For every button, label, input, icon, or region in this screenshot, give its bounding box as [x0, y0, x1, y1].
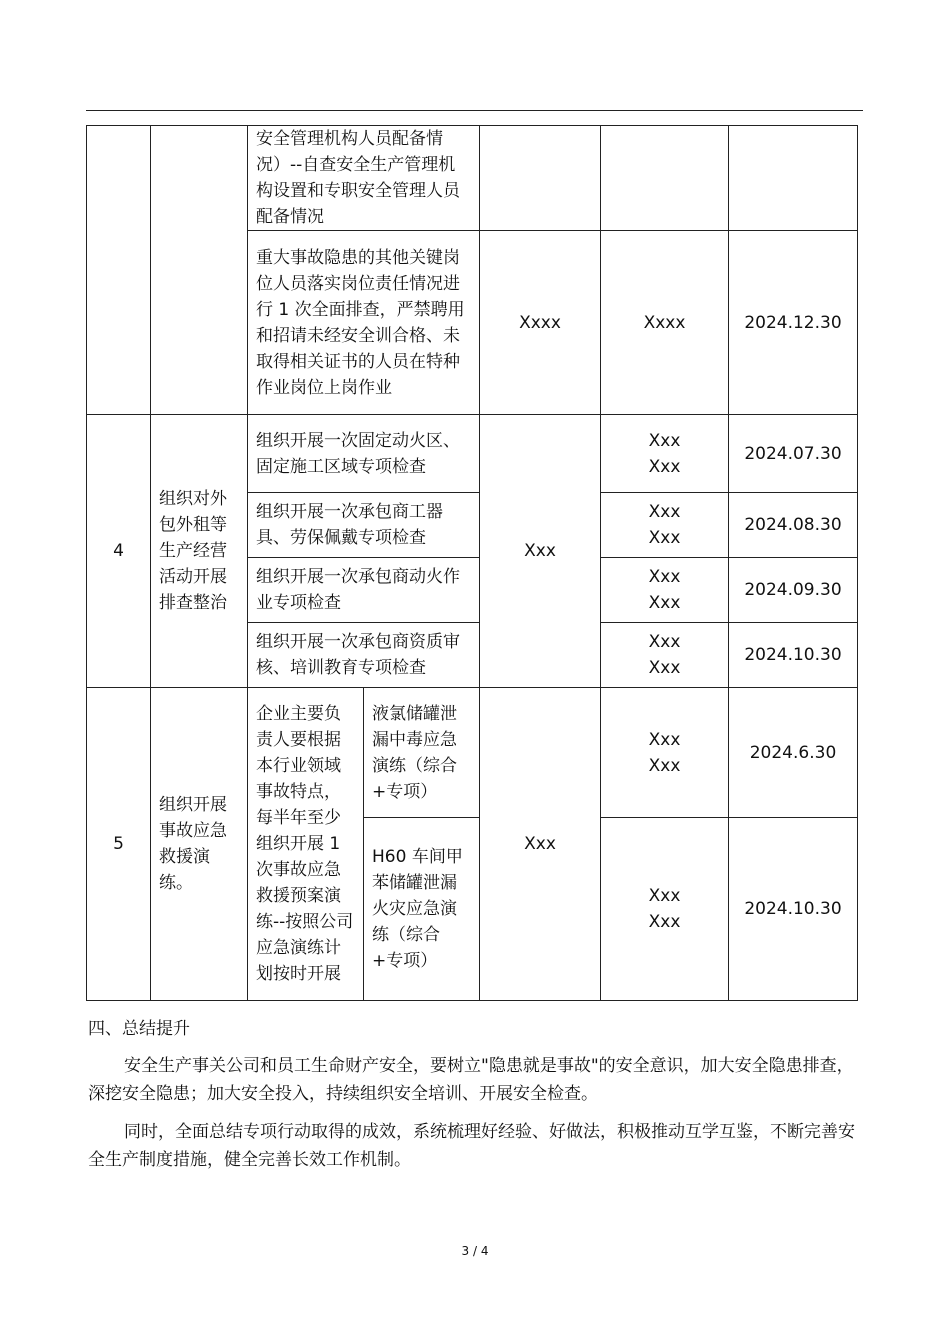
resp-cell — [601, 818, 729, 1001]
resp-cell — [601, 493, 729, 558]
task-cell: 重大事故隐患的其他关键岗位人员落实岗位责任情况进行 1 次全面排查，严禁聘用和招请未经安全训合格、未取得相关证书的人员在特种作业岗位上岗作业 — [248, 231, 480, 415]
resp-name: Xxx — [648, 658, 681, 678]
task-cell: 组织开展一次承包商工器具、劳保佩戴专项检查 — [248, 493, 480, 558]
resp-name: Xxx — [648, 886, 681, 906]
resp-name: Xxx — [648, 567, 681, 587]
task-cell: 组织开展一次固定动火区、固定施工区域专项检查 — [248, 415, 480, 493]
date-cell: 2024.10.30 — [729, 818, 858, 1001]
plan-table — [86, 125, 858, 1001]
date-cell: 2024.12.30 — [729, 231, 858, 415]
resp-cell: Xxxx — [601, 231, 729, 415]
cell-num-cont — [87, 126, 151, 415]
cell-item-cont — [151, 126, 248, 415]
item-number: 5 — [87, 688, 151, 1001]
resp-name: Xxx — [648, 502, 681, 522]
resp-cell — [601, 688, 729, 818]
resp-name: Xxx — [648, 430, 681, 451]
item-title: 组织对外包外租等生产经营活动开展排查整治 — [151, 415, 248, 688]
cell-empty — [729, 126, 858, 231]
cell-empty — [601, 126, 729, 231]
resp-cell — [601, 623, 729, 688]
table-row — [87, 415, 858, 493]
lead-cell: Xxx — [480, 688, 601, 1001]
date-cell: 2024.07.30 — [729, 415, 858, 493]
date-cell: 2024.08.30 — [729, 493, 858, 558]
resp-name: Xxx — [648, 456, 681, 477]
section-heading: 四、总结提升 — [88, 1019, 190, 1039]
resp-cell — [601, 415, 729, 493]
task-cell: 安全管理机构人员配备情况）--自查安全生产管理机构设置和专职安全管理人员配备情况 — [248, 126, 480, 231]
date-cell: 2024.6.30 — [729, 688, 858, 818]
date-cell: 2024.09.30 — [729, 558, 858, 623]
task-cell: 组织开展一次承包商资质审核、培训教育专项检查 — [248, 623, 480, 688]
resp-name: Xxx — [648, 593, 681, 613]
resp-name: Xxx — [648, 912, 681, 932]
header-rule — [86, 110, 863, 111]
resp-name: Xxx — [648, 755, 681, 776]
item-number: 4 — [87, 415, 151, 688]
summary-paragraph: 安全生产事关公司和员工生命财产安全，要树立"隐患就是事故"的安全意识，加大安全隐患排查，深挖安全隐患；加大安全投入，持续组织安全培训、开展安全检查。 — [88, 1056, 854, 1104]
table-row — [87, 126, 858, 231]
date-cell: 2024.10.30 — [729, 623, 858, 688]
resp-name: Xxx — [648, 632, 681, 652]
drill-cell: H60 车间甲苯储罐泄漏火灾应急演练（综合+专项） — [364, 818, 480, 1001]
summary-paragraph: 同时，全面总结专项行动取得的成效，系统梳理好经验、好做法，积极推动互学互鉴，不断完善安全生产制度措施，健全完善长效工作机制。 — [88, 1122, 855, 1170]
lead-cell: Xxxx — [480, 231, 601, 415]
table-row — [87, 688, 858, 818]
task-cell: 组织开展一次承包商动火作业专项检查 — [248, 558, 480, 623]
cell-empty — [480, 126, 601, 231]
lead-cell: Xxx — [480, 415, 601, 688]
resp-name: Xxx — [648, 729, 681, 750]
drill-cell: 液氯储罐泄漏中毒应急演练（综合+专项） — [364, 688, 480, 818]
task-cell: 企业主要负责人要根据本行业领域事故特点，每半年至少组织开展 1 次事故应急救援预案演练--按照公司应急演练计划按时开展 — [248, 688, 364, 1001]
item-title: 组织开展事故应急救援演练。 — [151, 688, 248, 1001]
page-number: 3 / 4 — [461, 1244, 489, 1258]
resp-cell — [601, 558, 729, 623]
resp-name: Xxx — [648, 528, 681, 548]
